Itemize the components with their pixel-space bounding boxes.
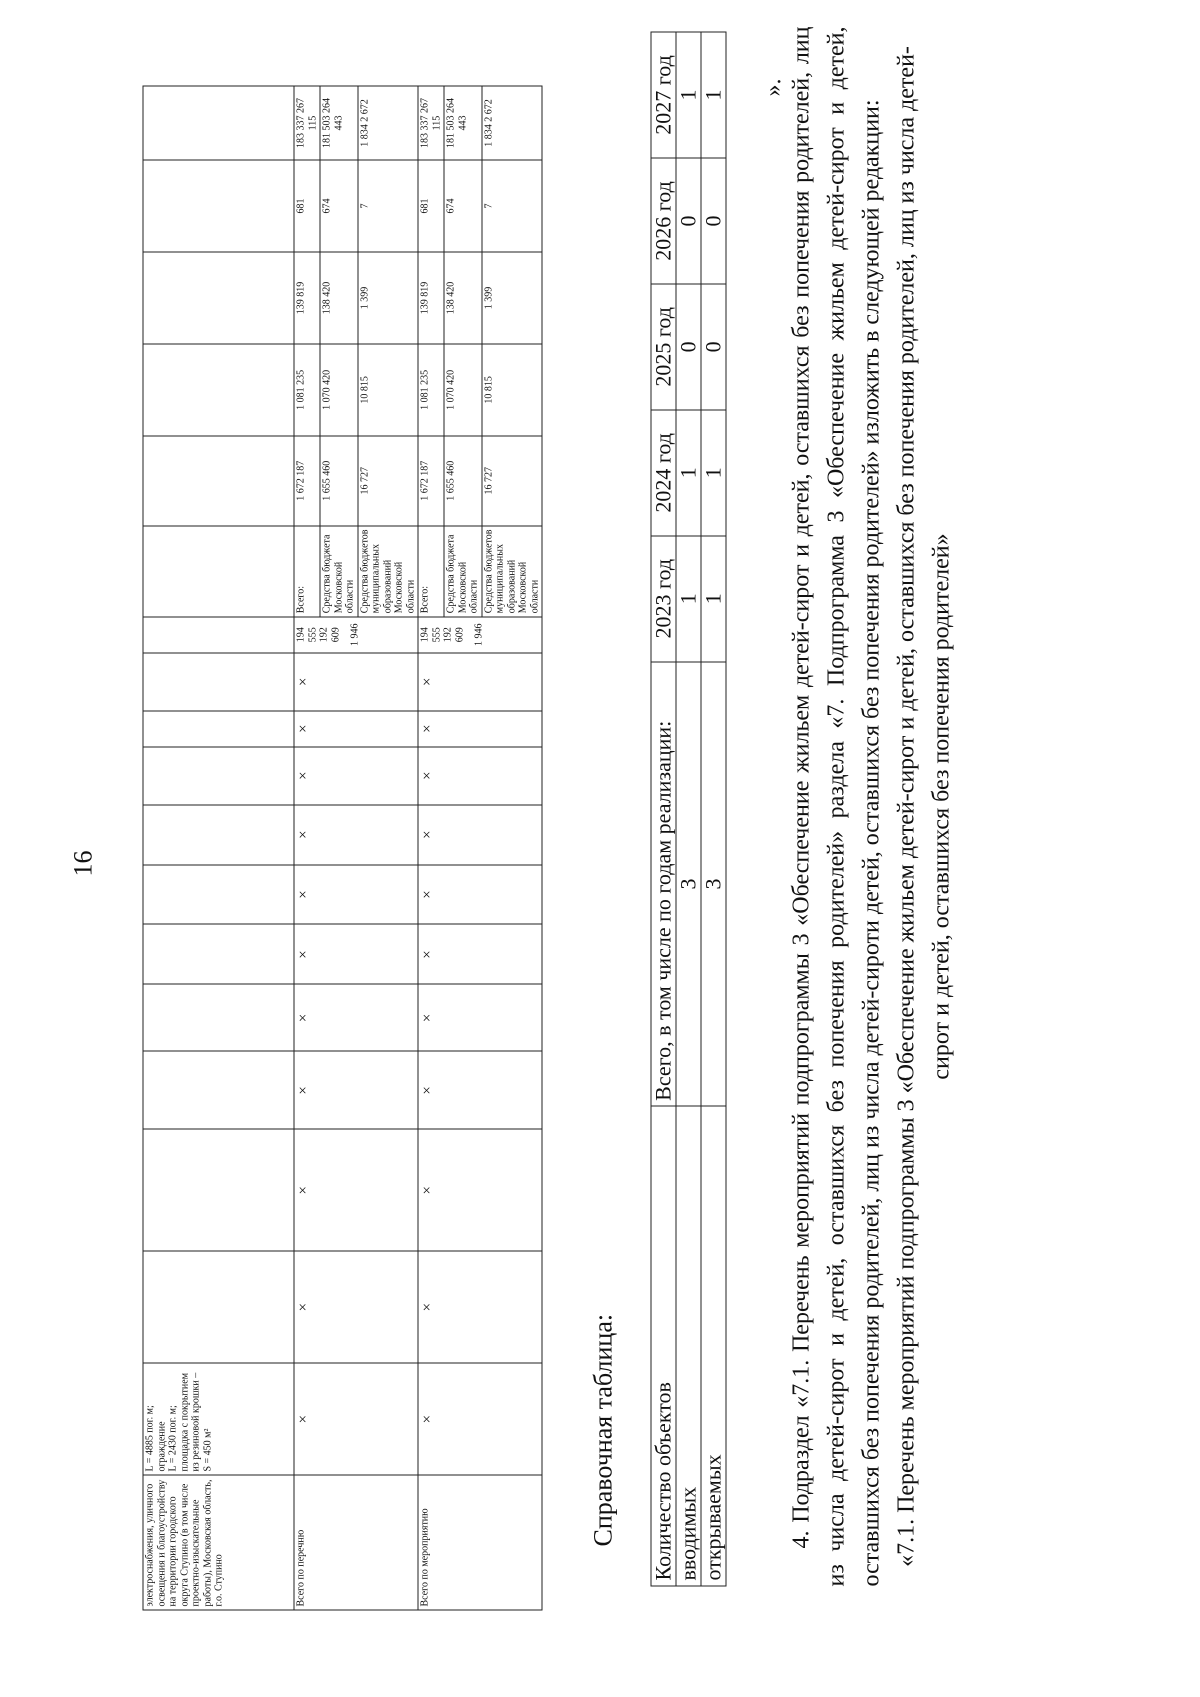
paragraph-amendment: 4. Подраздел «7.1. Перечень мероприятий подпрограммы 3 «Обеспечение жильем детей-сирот и детей, оставшихся без попечения родителей, лиц из числа детей-сирот и детей, оставшихся без попечения родителей» раздела «7. Подпрограмма 3 «Обеспечение жильем детей-сирот и детей, оставшихся без попечения родителей, лиц из числа детей-сироти детей, оставшихся без попечения родителей» изложить в следующей редакции: — [788, 26, 885, 1587]
block-row: Всего по перечню × × × × × × × × × × × 194 555 192 609 1 946 Всего: 1 672 187 1 081 235 139 819 681 183 337 267 115 — [294, 86, 320, 1610]
block-label: Всего по мероприятию — [418, 1475, 542, 1610]
reference-table — [651, 32, 727, 1587]
amendment-text — [785, 27, 960, 1587]
financing-table — [143, 86, 543, 1611]
reference-header-row: Количество объектов Всего, в том числе по годам реализации: 2023 год 2024 год 2025 год 2026 год 2027 год — [651, 32, 676, 1586]
closing-quote: ». — [760, 78, 787, 97]
block-row: Средства бюджета Московской области 1 655 460 1 070 420 138 420 674 181 503 264 443 — [444, 86, 482, 1610]
object-capacity: L = 4885 пог. м; ограждение L = 2430 пог. м; площадка с покрытием из резиновой крошки – S = 450 м² — [143, 1363, 294, 1475]
reference-row: открываемых 3 1 1 0 0 1 — [701, 32, 726, 1586]
block-row: Средства бюджетов муниципальных образований Московской области 16 727 10 815 1 399 7 1 834 2 672 — [482, 86, 543, 1610]
rotated-page — [1, 0, 1200, 1697]
reference-table-title: Справочная таблица: — [588, 1313, 618, 1547]
page-number: 16 — [68, 850, 98, 877]
block-row: Средства бюджета Московской области 1 655 460 1 070 420 138 420 674 181 503 264 443 — [320, 86, 358, 1610]
paragraph-subsection-title: «7.1. Перечень мероприятий подпрограммы 3 «Обеспечение жильем детей-сирот и детей, оставшихся без попечения родителей, лиц из числа детей-сирот и детей, оставшихся без попечения родителей» — [893, 46, 955, 1567]
object-row — [143, 86, 294, 1610]
block-row: Средства бюджетов муниципальных образований Московской области 16 727 10 815 1 399 7 1 834 2 672 — [358, 86, 419, 1610]
reference-row: вводимых 3 1 1 0 0 1 — [676, 32, 701, 1586]
block-row: Всего по мероприятию × × × × × × × × × × × 194 555 192 609 1 946 Всего: 1 672 187 1 081 235 139 819 681 183 337 267 115 — [418, 86, 444, 1610]
object-name: электроснабжения, уличного освещения и благоустройству на территории городского округа Ступино (в том числе проектно-изыскательные работы), Московская область, г.о. Ступино — [143, 1475, 294, 1610]
block-label: Всего по перечню — [294, 1475, 418, 1610]
